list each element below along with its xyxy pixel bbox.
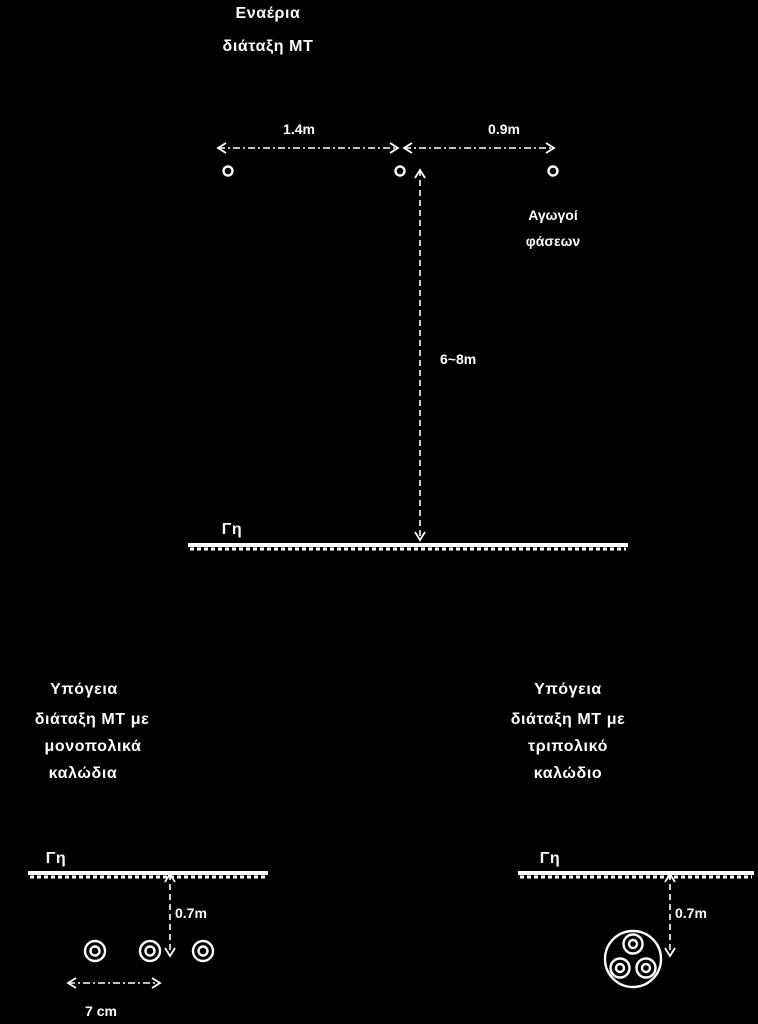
three-core-title-line2: διάταξη ΜΤ με — [510, 711, 626, 728]
single-core-cable-3 — [193, 941, 213, 961]
height-label: 6~8m — [440, 351, 477, 367]
three-core-ground-label: Γη — [539, 850, 561, 867]
single-core-cable-1 — [85, 941, 105, 961]
underground-three-core-arrangement — [511, 681, 754, 987]
conductor-label-line1: Αγωγοί — [528, 207, 578, 223]
three-core-title-line1: Υπόγεια — [534, 681, 602, 698]
three-core-conductor-top — [624, 935, 643, 954]
overhead-title-line2: διάταξη ΜΤ — [222, 38, 314, 55]
single-core-ground-label: Γη — [45, 850, 67, 867]
phase-conductor-middle — [396, 167, 405, 176]
single-core-title-line4: καλώδια — [48, 765, 118, 782]
single-core-title-line3: μονοπολικά — [44, 738, 142, 755]
three-core-title-line3: τριπολικό — [528, 738, 608, 755]
three-core-depth-label: 0.7m — [675, 905, 707, 921]
single-core-depth-label: 0.7m — [175, 905, 207, 921]
spacing-right-label: 0.9m — [488, 121, 520, 137]
overhead-arrangement — [188, 5, 628, 549]
conductor-label-line2: φάσεων — [525, 233, 581, 249]
single-core-cable-2 — [140, 941, 160, 961]
overhead-title-line1: Εναέρια — [235, 5, 301, 22]
three-core-conductor-bottom-right — [637, 959, 656, 978]
three-core-conductor-bottom-left — [611, 959, 630, 978]
phase-conductor-right — [549, 167, 558, 176]
single-core-title-line1: Υπόγεια — [50, 681, 118, 698]
three-core-cable — [605, 931, 661, 987]
spacing-left-label: 1.4m — [283, 121, 315, 137]
phase-conductor-left — [224, 167, 233, 176]
single-core-title-line2: διάταξη ΜΤ με — [34, 711, 150, 728]
three-core-title-line4: καλώδιο — [533, 765, 603, 782]
underground-single-core-arrangement — [28, 681, 268, 1019]
cable-spacing-label: 7 cm — [85, 1003, 117, 1019]
overhead-ground-label: Γη — [221, 521, 243, 538]
